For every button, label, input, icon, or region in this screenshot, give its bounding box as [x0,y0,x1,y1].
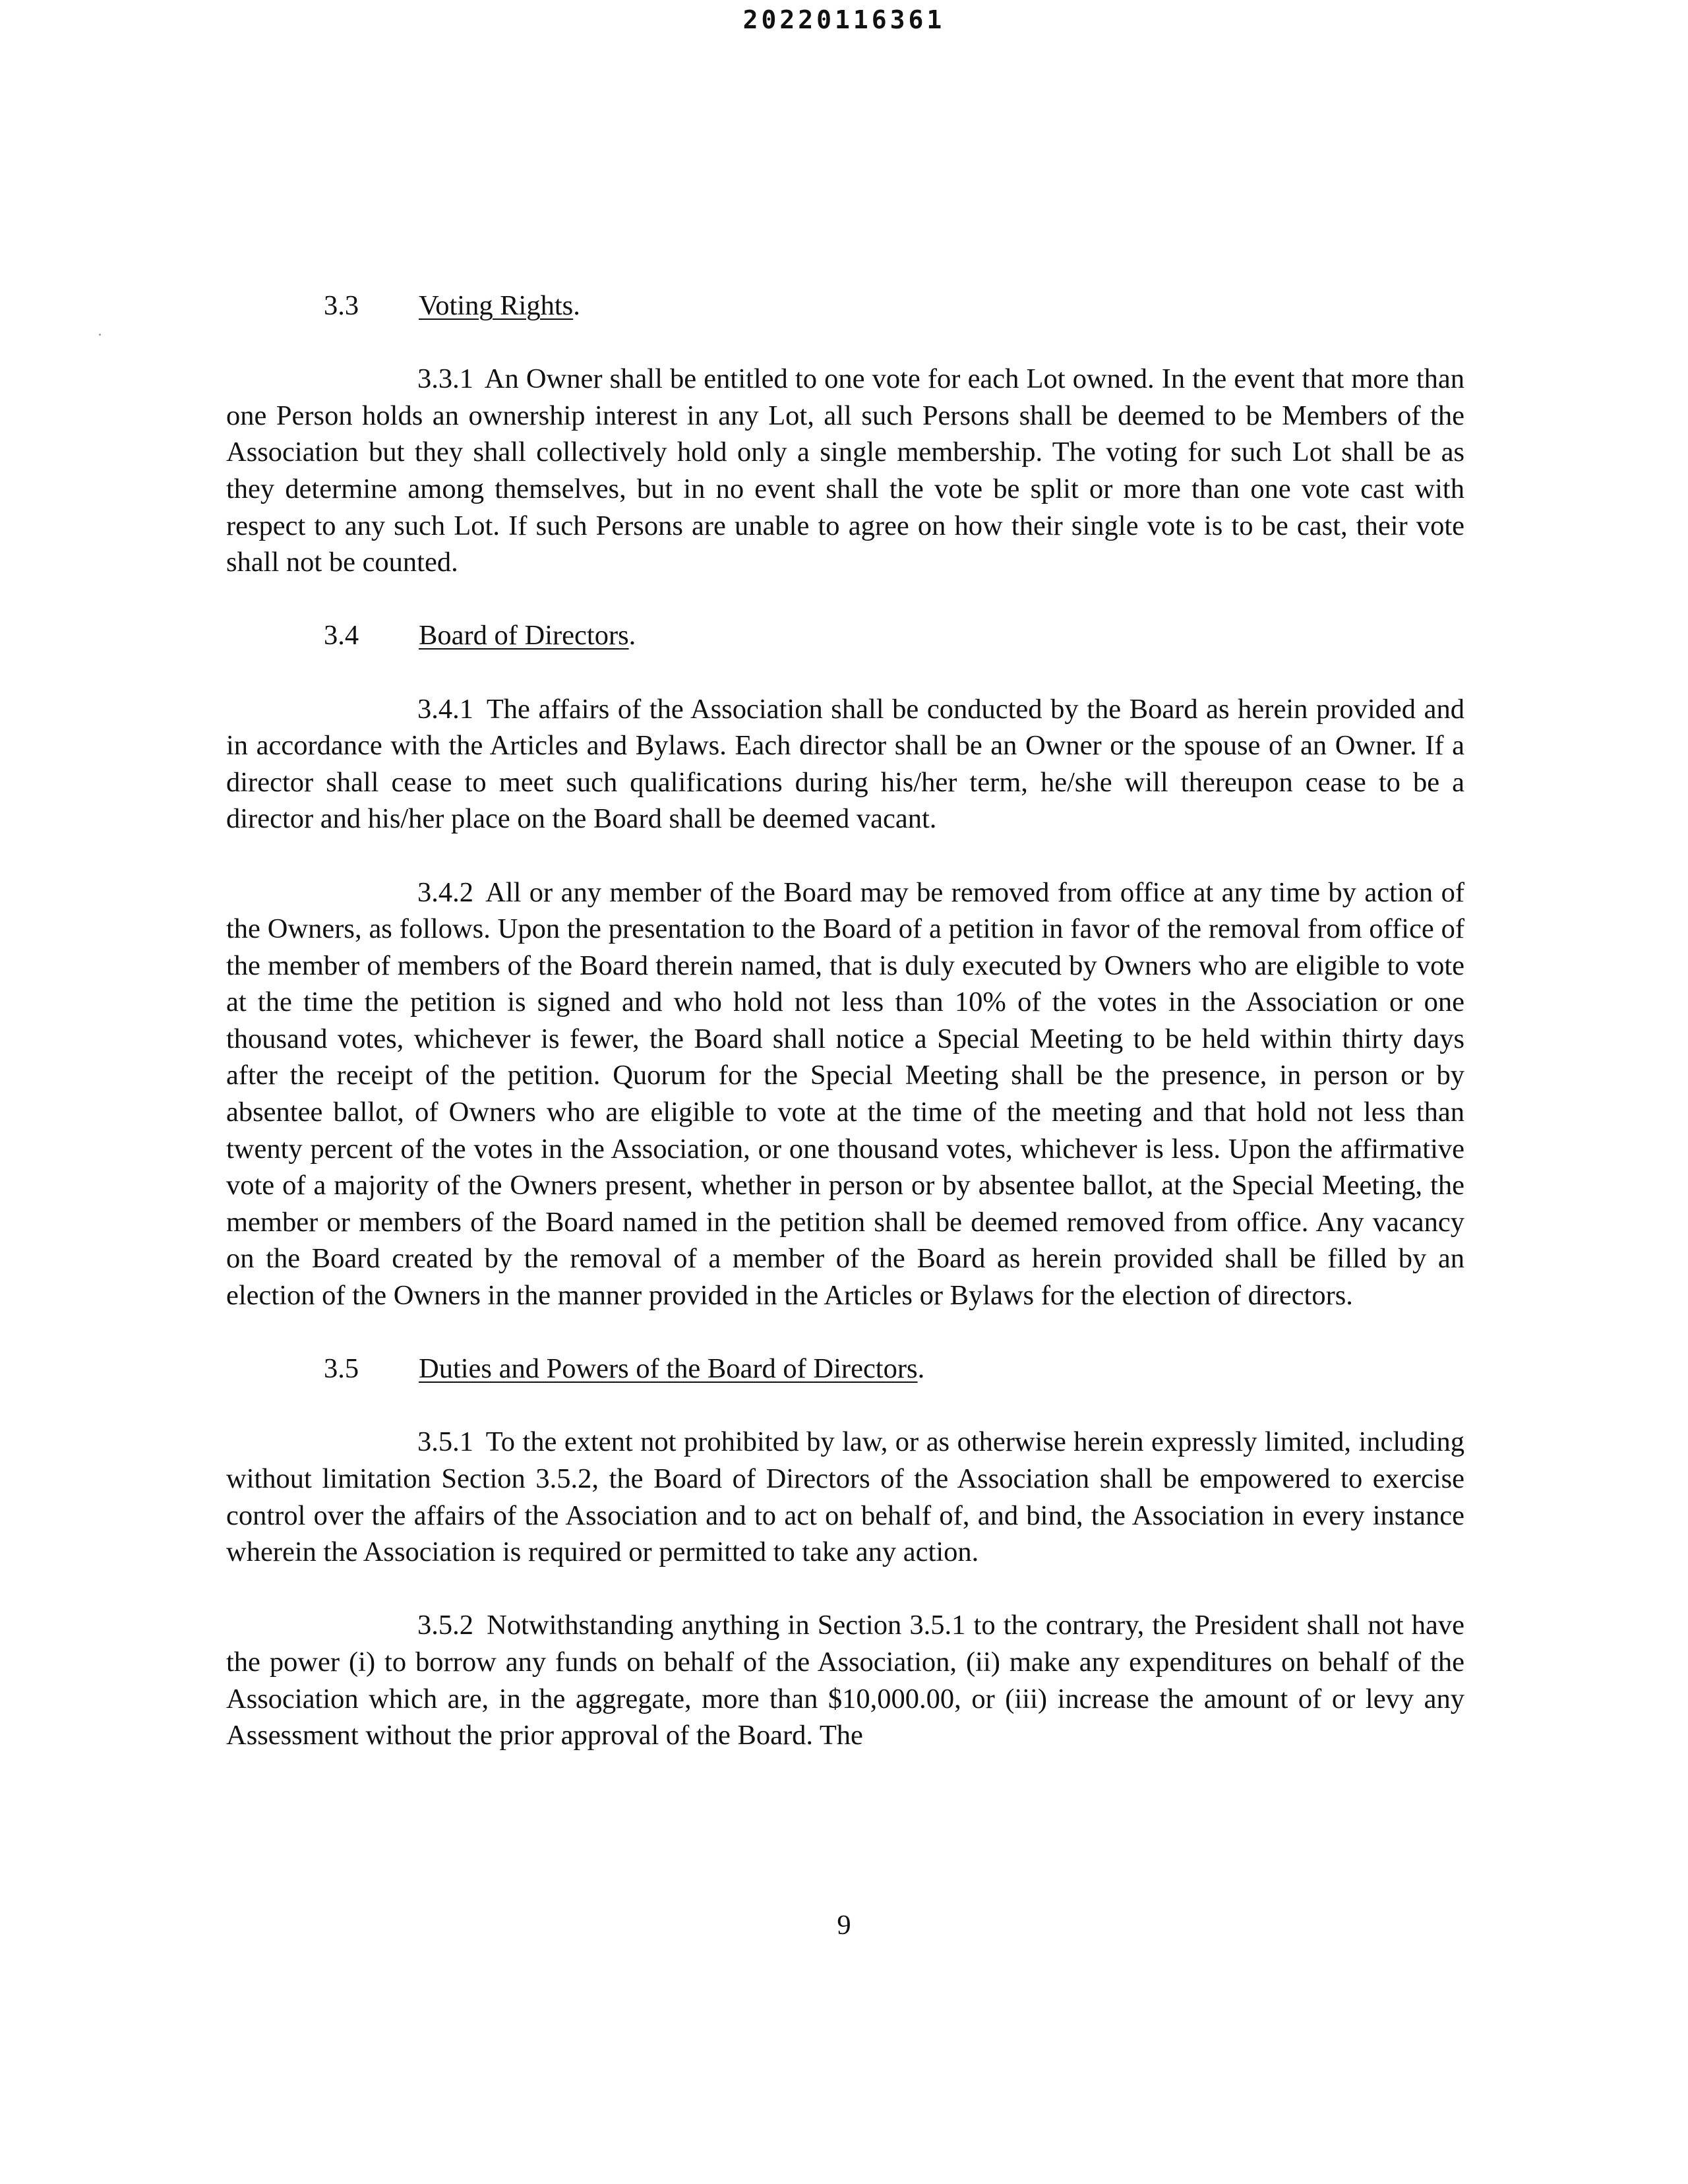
section-title: Board of Directors [419,620,629,652]
page-number: 9 [837,1910,851,1941]
paragraph-text: The affairs of the Association shall be conducted by the Board as herein provided and in accordance with the Articles and Bylaws. Each director shall be an Owner or the spouse of an Owner. If a director shall cease to meet such qualifications during his/her term, he/she will thereupon cease to be a director and his/her place on the Board shall be deemed vacant. [226,693,1464,835]
section-heading-3-4: 3.4 Board of Directors. [226,617,1464,654]
section-heading-3-3: 3.3 Voting Rights. [226,288,1464,324]
section-number: 3.4 [324,620,359,652]
document-body [226,288,1464,1754]
section-title: Duties and Powers of the Board of Directors [419,1353,918,1385]
paragraph-number: 3.4.2 [417,876,473,908]
paragraph-text: All or any member of the Board may be removed from office at any time by action of the Owners, as follows. Upon the presentation to the Board of a petition in favor of the removal from office of the member of members of the Board therein named, that is duly executed by Owners who are eligible to vote at the time the petition is signed and who hold not less than 10% of the votes in the Association or one thousand votes, whichever is fewer, the Board shall notice a Special Meeting to be held within thirty days after the receipt of the petition. Quorum for the Special Meeting shall be the presence, in person or by absentee ballot, of Owners who are eligible to vote at the time of the meeting and that hold not less than twenty percent of the votes in the Association, or one thousand votes, whichever is less. Upon the affirmative vote of a majority of the Owners present, whether in person or by absentee ballot, at the Special Meeting, the member or members of the Board named in the petition shall be deemed removed from office. Any vacancy on the Board created by the removal of a member of the Board as herein provided shall be filled by an election of the Owners in the manner provided in the Articles or Bylaws for the election of directors. [226,876,1464,1312]
paragraph-text: To the extent not prohibited by law, or as otherwise herein expressly limited, including without limitation Section 3.5.2, the Board of Directors of the Association shall be empowered to exercise control over the affairs of the Association and to act on behalf of, and bind, the Association in every instance wherein the Association is required or permitted to take any action. [226,1426,1464,1568]
paragraph-number: 3.5.2 [417,1610,473,1641]
section-number: 3.5 [324,1353,359,1385]
paragraph-3-3-1 [226,361,1464,581]
paragraph-3-4-1 [226,691,1464,837]
paragraph-number: 3.3.1 [417,363,473,395]
scan-speck [99,334,101,336]
document-number: 20220116361 [742,5,946,34]
paragraph-3-4-2 [226,874,1464,1314]
paragraph-number: 3.5.1 [417,1426,473,1458]
section-number: 3.3 [324,290,359,321]
section-heading-3-5: 3.5 Duties and Powers of the Board of Directors. [226,1350,1464,1387]
section-title: Voting Rights [419,290,574,321]
paragraph-text: Notwithstanding anything in Section 3.5.1 to the contrary, the President shall not have the power (i) to borrow any funds on behalf of the Association, (ii) make any expenditures on behalf of the Association which are, in the aggregate, more than $10,000.00, or (iii) increase the amount of or levy any Assessment without the prior approval of the Board. The [226,1610,1464,1751]
paragraph-3-5-2 [226,1607,1464,1753]
paragraph-number: 3.4.1 [417,693,473,725]
paragraph-text: An Owner shall be entitled to one vote for each Lot owned. In the event that more than one Person holds an ownership interest in any Lot, all such Persons shall be deemed to be Members of the Association but they shall collectively hold only a single membership. The voting for such Lot shall be as they determine among themselves, but in no event shall the vote be split or more than one vote cast with respect to any such Lot. If such Persons are unable to agree on how their single vote is to be cast, their vote shall not be counted. [226,363,1464,578]
paragraph-3-5-1 [226,1424,1464,1570]
